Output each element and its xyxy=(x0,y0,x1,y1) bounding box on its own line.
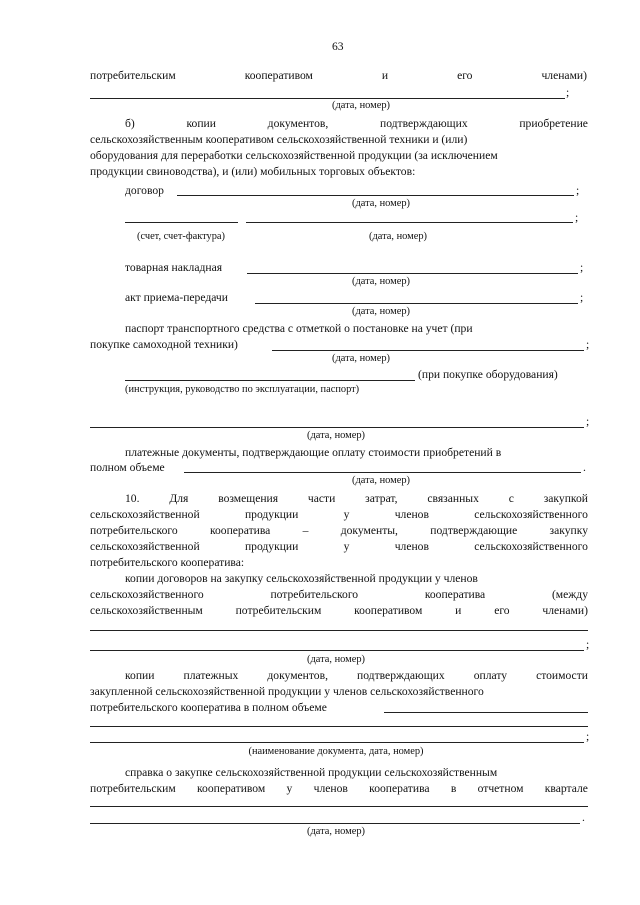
word: потребительским xyxy=(90,782,176,795)
word: б) xyxy=(125,117,135,130)
word: оплату xyxy=(473,669,508,682)
fill-in-line xyxy=(247,273,578,274)
word: кооператива xyxy=(424,588,486,601)
word: сельскохозяйственной xyxy=(90,508,200,521)
word: кооперативом xyxy=(197,782,266,795)
fill-in-line xyxy=(177,195,574,196)
line-end-punctuation: . xyxy=(583,461,586,474)
word: отчетном xyxy=(477,782,524,795)
word: членами) xyxy=(541,69,587,82)
fill-in-line xyxy=(90,427,584,428)
fill-in-line xyxy=(246,222,573,223)
field-caption: (инструкция, руководство по эксплуатации, паспорт) xyxy=(125,384,360,395)
word: продукции xyxy=(244,540,299,553)
paragraph-line xyxy=(90,508,588,522)
fill-in-line xyxy=(90,742,584,743)
word: 10. xyxy=(125,492,140,505)
line-end-punctuation: ; xyxy=(586,415,590,428)
word: квартале xyxy=(544,782,588,795)
word: подтверждающих xyxy=(379,117,468,130)
word: (между xyxy=(551,588,588,601)
paragraph-line xyxy=(90,588,588,602)
document-page: 63 потребительским кооперативом и его членами) ; (дата, номер) б) копии документов, подтверждающих приобретение сельскохозяйственным кооперативом сельскохозяйственной техники и (или) оборудования для переработки сельскохозяйственной продукции (за исключением продукции свиноводства), и (или) мобильных торговых объектов: договор ; (дата, номер) ; (счет, счет-фактура) (дата, номер) товарная накладная ; (дата, номер) акт приема-передачи ; (дата, номер) паспорт транспортного средства с отметкой о постановке на учет (при покупке самоходной техники) ; (дата, номер) (при покупке оборудования) (инструкция, руководство по эксплуатации, паспорт) ; (дата, номер) платежные документы, подтверждающие оплату стоимости приобретений в полном объеме . (дата, номер) 10. Для возмещения части затрат, связанных с закупкой сельскохозяйственной продукции у членов сельскохозяйственного потребительского кооператива – документы, подтверждающие закупку сельскохозяйственной продукции у членов сельскохозяйственного потребительского кооператива: копии договоров на закупку сельскохозяйственной продукции у членов сельскохозяйственного потребительского кооператива (между сельскохозяйственным потребительским кооперативом и его членами) ; (дата, номер) копии платежных документов, подтверждающих оплату стоимости закупленной сельскохозяйственной продукции у членов сельскохозяйственного потребительского кооператива в полном объеме ; (наименование документа, дата, номер) справка о закупке сельскохозяйственной продукции сельскохозяйственным потребительским кооперативом у членов кооператива в отчетном квартале . (дата, номер) xyxy=(90,40,590,837)
word: его xyxy=(494,604,510,617)
word: связанных xyxy=(427,492,479,505)
word: потребительского xyxy=(90,524,178,537)
word: членов xyxy=(313,782,348,795)
paragraph-line: полном объеме xyxy=(90,461,165,474)
paragraph-line: покупке самоходной техники) xyxy=(90,338,238,351)
fill-in-line xyxy=(125,380,415,381)
word: и xyxy=(381,69,389,82)
word: кооперативом xyxy=(354,604,423,617)
fill-in-line xyxy=(90,650,584,651)
line-end-punctuation: ; xyxy=(580,261,584,274)
word: платежных xyxy=(183,669,239,682)
word: и xyxy=(455,604,462,617)
paragraph-line xyxy=(90,69,587,83)
word: сельскохозяйственным xyxy=(90,604,203,617)
fill-in-line xyxy=(90,823,580,824)
line-end-punctuation: ; xyxy=(576,184,580,197)
fill-in-line xyxy=(125,222,238,223)
word: его xyxy=(457,69,473,82)
word: потребительским xyxy=(235,604,322,617)
word: копии xyxy=(125,669,155,682)
word: членами) xyxy=(542,604,588,617)
word: потребительским xyxy=(90,69,176,82)
word: подтверждающих xyxy=(357,669,445,682)
word: закупкой xyxy=(543,492,588,505)
word: сельскохозяйственной xyxy=(90,540,200,553)
line-end-punctuation: ; xyxy=(575,211,579,224)
word: возмещения xyxy=(218,492,279,505)
word: у xyxy=(286,782,293,795)
word: потребительского xyxy=(270,588,359,601)
word: Для xyxy=(169,492,189,505)
word: сельскохозяйственного xyxy=(474,508,588,521)
paragraph-line: паспорт транспортного средства с отметкой о постановке на учет (при xyxy=(125,322,473,335)
word: закупку xyxy=(549,524,588,537)
word: кооператива xyxy=(369,782,430,795)
line-end-punctuation: ; xyxy=(586,338,590,351)
line-end-punctuation: . xyxy=(582,811,585,824)
word: с xyxy=(508,492,514,505)
paragraph-line xyxy=(90,540,588,554)
fill-in-line xyxy=(90,630,588,631)
line-end-punctuation: ; xyxy=(566,86,570,99)
paragraph-line: сельскохозяйственным кооперативом сельскохозяйственной техники и (или) xyxy=(90,133,468,146)
line-end-punctuation: ; xyxy=(586,730,590,743)
paragraph-line: закупленной сельскохозяйственной продукции у членов сельскохозяйственного xyxy=(90,685,484,698)
paragraph-line xyxy=(90,782,588,796)
paragraph-line xyxy=(125,669,588,683)
word: – xyxy=(302,524,309,537)
fill-in-line xyxy=(184,472,581,473)
word: у xyxy=(343,508,350,521)
paragraph-line xyxy=(125,117,588,131)
word: в xyxy=(450,782,457,795)
word: документов, xyxy=(267,669,328,682)
paragraph-line xyxy=(125,492,588,506)
field-label: акт приема-передачи xyxy=(125,291,228,304)
paragraph-line xyxy=(90,524,588,538)
word: сельскохозяйственного xyxy=(474,540,588,553)
word: у xyxy=(343,540,350,553)
word: документы, xyxy=(340,524,398,537)
word: затрат, xyxy=(365,492,398,505)
paragraph-line xyxy=(90,604,588,618)
word: части xyxy=(307,492,336,505)
word: кооперативом xyxy=(244,69,313,82)
paragraph-line: оборудования для переработки сельскохозяйственной продукции (за исключением xyxy=(90,149,498,162)
paragraph-line: копии договоров на закупку сельскохозяйственной продукции у членов xyxy=(125,572,478,585)
word: членов xyxy=(394,540,429,553)
fill-in-line xyxy=(90,726,588,727)
fill-in-line xyxy=(255,303,578,304)
line-end-punctuation: ; xyxy=(580,291,584,304)
paragraph-line: потребительского кооператива: xyxy=(90,556,245,569)
paragraph-line: справка о закупке сельскохозяйственной продукции сельскохозяйственным xyxy=(125,766,498,779)
field-label: товарная накладная xyxy=(125,261,223,274)
paragraph-line: платежные документы, подтверждающие оплату стоимости приобретений в xyxy=(125,446,502,459)
word: копии xyxy=(186,117,216,130)
paragraph-line: потребительского кооператива в полном объеме xyxy=(90,701,327,714)
word: членов xyxy=(394,508,429,521)
word: сельскохозяйственного xyxy=(90,588,204,601)
page-number: 63 xyxy=(332,40,344,53)
field-suffix: (при покупке оборудования) xyxy=(418,368,558,381)
fill-in-line xyxy=(384,712,588,713)
word: продукции xyxy=(244,508,299,521)
fill-in-line xyxy=(90,806,588,807)
word: кооператива xyxy=(209,524,271,537)
fill-in-line xyxy=(272,350,584,351)
word: подтверждающие xyxy=(430,524,518,537)
fill-in-line xyxy=(90,98,565,99)
word: стоимости xyxy=(536,669,588,682)
word: приобретение xyxy=(519,117,588,130)
line-end-punctuation: ; xyxy=(586,638,590,651)
field-label: договор xyxy=(125,184,164,197)
word: документов, xyxy=(267,117,329,130)
paragraph-line: продукции свиноводства), и (или) мобильных торговых объектов: xyxy=(90,165,416,178)
